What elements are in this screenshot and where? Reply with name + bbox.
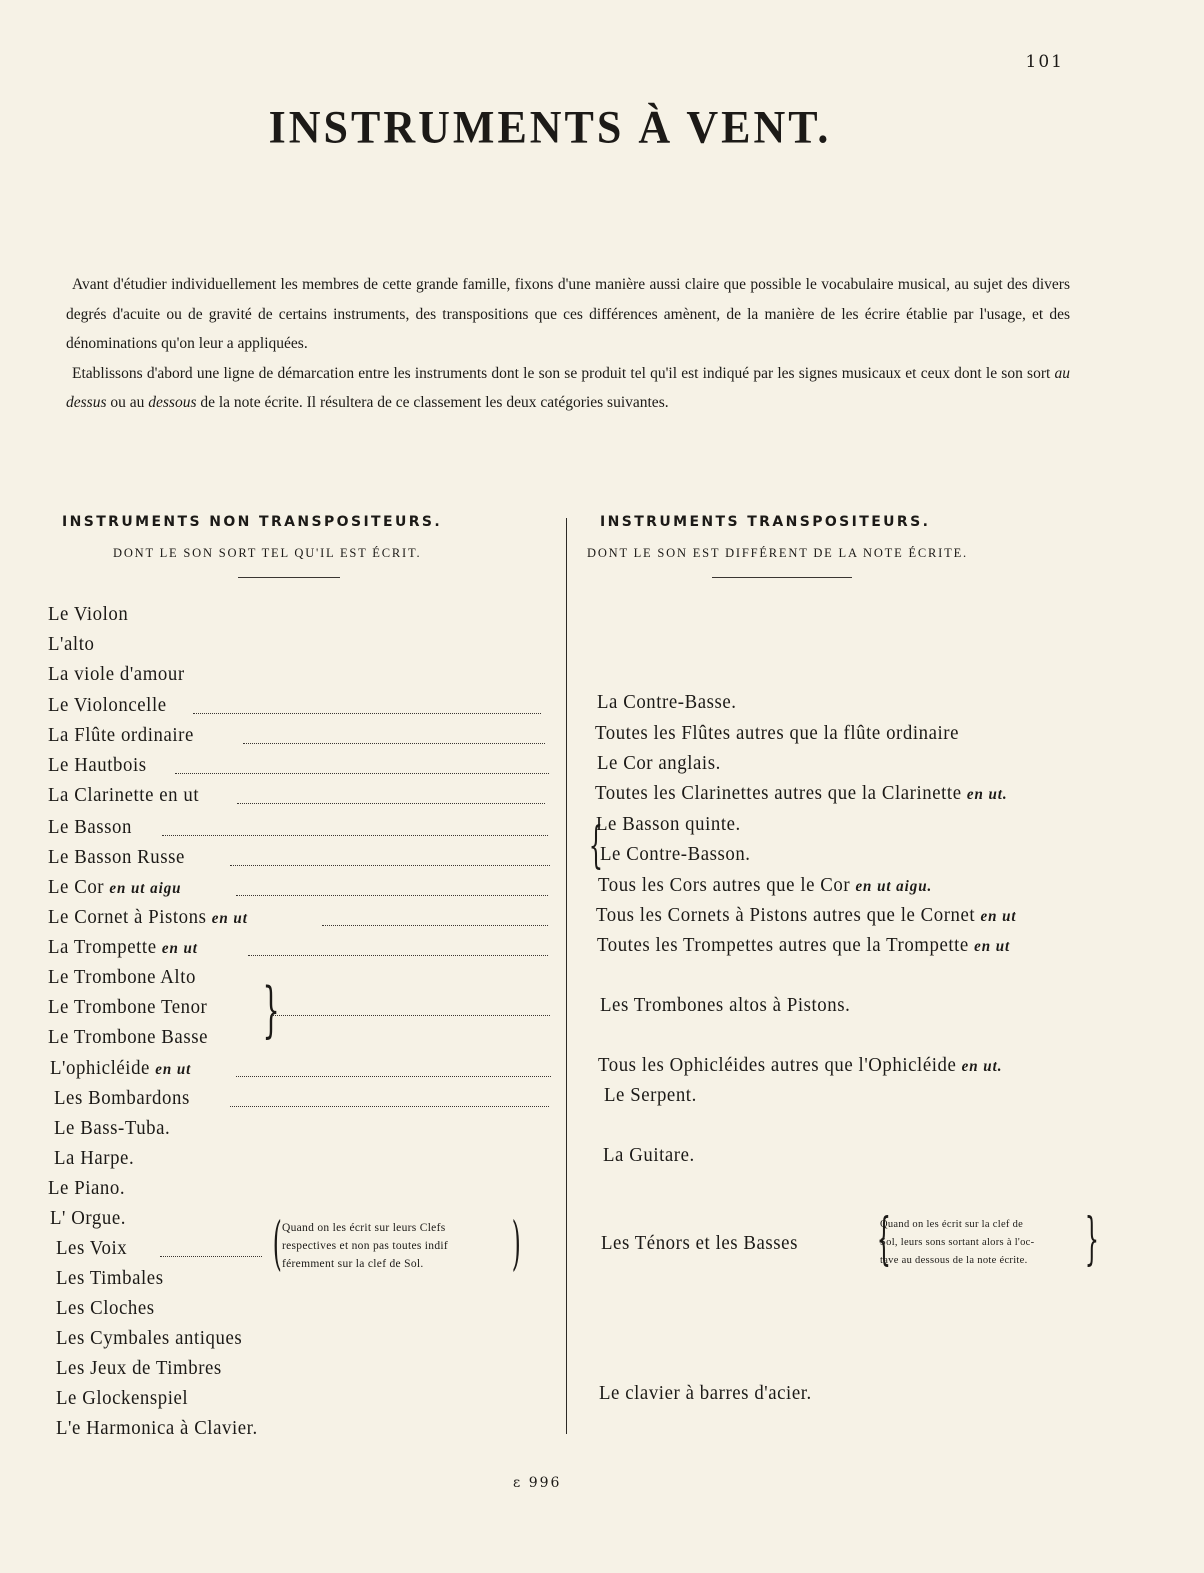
left-item-key: en ut aigu — [109, 880, 182, 897]
dotted-leader — [175, 773, 549, 774]
basses-note-line: Quand on les écrit sur la clef de — [880, 1219, 1024, 1230]
left-item — [56, 1386, 188, 1410]
left-item-name: L'e Harmonica à Clavier. — [56, 1417, 258, 1439]
basson-brace: { — [588, 816, 604, 874]
page-title: INSTRUMENTS À VENT. — [268, 101, 832, 154]
left-item-name: Les Cloches — [56, 1297, 155, 1319]
intro-paragraph-2 — [66, 359, 1070, 418]
basses-note-open-brace: { — [876, 1207, 891, 1272]
right-item-name: Les Ténors et les Basses — [601, 1232, 798, 1254]
dotted-leader — [243, 743, 545, 744]
right-item — [599, 1381, 812, 1405]
right-item — [600, 993, 850, 1017]
footer-mark: ɛ 996 — [513, 1475, 562, 1491]
dotted-leader — [236, 895, 548, 896]
left-item-name: Les Voix — [56, 1237, 128, 1259]
left-item-name: Le Trombone Alto — [48, 966, 196, 988]
left-item — [54, 1086, 190, 1110]
left-item-name: Le Violon — [48, 603, 129, 625]
left-item — [50, 1056, 191, 1082]
right-item-name: Le Basson quinte. — [596, 813, 741, 835]
left-item-name: Le Cor — [48, 876, 110, 898]
left-item — [48, 662, 185, 686]
left-item-name: Le Trombone Basse — [48, 1026, 208, 1048]
left-item — [54, 1116, 170, 1140]
left-column-subheading: DONT LE SON SORT TEL QU'IL EST ÉCRIT. — [113, 546, 422, 560]
left-item — [56, 1266, 164, 1290]
right-item — [597, 690, 737, 714]
right-item-key: en ut — [980, 908, 1017, 925]
left-item — [48, 845, 185, 869]
right-item — [595, 781, 1008, 807]
left-item — [48, 632, 94, 656]
left-item — [56, 1236, 127, 1260]
left-item — [48, 815, 132, 839]
left-heading-rule — [238, 577, 340, 578]
right-item-name: Le Contre-Basson. — [600, 843, 751, 865]
dotted-leader — [237, 803, 545, 804]
intro-paragraph-1: Avant d'étudier individuellement les membres de cette grande famille, fixons d'une manière aussi claire que possible le vocabulaire musical, au sujet des divers degrés d'acuite ou de gravité de certains instruments, des transpositions que ces différences amènent, de la manière de les écrire établie par l'usage, et des dénominations qu'on leur a appliquées. — [66, 276, 1070, 352]
right-item — [603, 1143, 695, 1167]
left-item-name: Les Bombardons — [54, 1087, 190, 1109]
left-item — [48, 693, 167, 717]
left-item-name: Le Glockenspiel — [56, 1387, 189, 1409]
left-item — [48, 905, 248, 931]
left-item — [48, 1025, 208, 1049]
dotted-leader — [193, 713, 541, 714]
right-item-name: Les Trombones altos à Pistons. — [600, 994, 851, 1016]
intro-p2-below: dessous — [148, 394, 197, 411]
left-item — [56, 1356, 222, 1380]
basses-note — [880, 1216, 1034, 1270]
right-item-name: Tous les Ophicléides autres que l'Ophicléide — [598, 1054, 962, 1076]
left-item-name: Les Jeux de Timbres — [56, 1357, 222, 1379]
left-item-name: L'ophicléide — [50, 1057, 156, 1079]
right-item-key: en ut. — [961, 1058, 1003, 1075]
left-item-key: en ut — [161, 940, 198, 957]
left-item-name: Le Cornet à Pistons — [48, 906, 212, 928]
right-item-name: Toutes les Flûtes autres que la flûte ordinaire — [595, 722, 960, 744]
voix-note-close-brace: ) — [511, 1209, 521, 1277]
left-item-name: La viole d'amour — [48, 663, 185, 685]
dotted-leader — [272, 1015, 550, 1016]
left-item — [48, 1176, 125, 1200]
left-item — [48, 965, 196, 989]
left-item-name: Le Basson Russe — [48, 846, 185, 868]
right-item-key: en ut aigu. — [855, 878, 933, 895]
voix-note — [282, 1219, 448, 1273]
left-item-name: Le Violoncelle — [48, 694, 167, 716]
left-item — [48, 783, 199, 807]
right-item — [604, 1083, 697, 1107]
voix-note-line: Quand on les écrit sur leurs Clefs — [282, 1222, 446, 1234]
left-item — [48, 602, 128, 626]
right-column-subheading: DONT LE SON EST DIFFÉRENT DE LA NOTE ÉCRITE. — [587, 546, 968, 560]
left-item-name: La Harpe. — [54, 1147, 135, 1169]
intro-text — [66, 270, 1070, 418]
right-item — [595, 721, 959, 745]
right-item — [601, 1231, 798, 1255]
right-item-key: en ut — [974, 938, 1011, 955]
left-item-key: en ut — [211, 910, 248, 927]
column-divider — [566, 518, 567, 1434]
right-item-name: Le clavier à barres d'acier. — [599, 1382, 812, 1404]
dotted-leader — [162, 835, 548, 836]
right-item-name: Le Serpent. — [604, 1084, 697, 1106]
left-item-name: Les Cymbales antiques — [56, 1327, 243, 1349]
intro-p2-above: au dessus — [66, 364, 1070, 411]
basses-note-line: Sol, leurs sons sortant alors à l'oc- — [880, 1237, 1035, 1248]
left-item-name: Le Hautbois — [48, 754, 147, 776]
voix-note-open-brace: ( — [272, 1209, 282, 1277]
left-item-name: Les Timbales — [56, 1267, 164, 1289]
intro-p2-part: Etablissons d'abord une ligne de démarcation entre les instruments dont le son se produit tel qu'il est indiqué par les signes musicaux et ceux dont le son sort — [72, 364, 1055, 382]
left-item — [54, 1146, 134, 1170]
right-heading-rule — [712, 577, 852, 578]
left-item — [56, 1296, 155, 1320]
right-item — [598, 873, 932, 899]
left-item — [48, 753, 147, 777]
left-item-name: La Flûte ordinaire — [48, 724, 194, 746]
right-item — [597, 751, 721, 775]
left-column-heading: INSTRUMENTS NON TRANSPOSITEURS. — [62, 514, 443, 530]
right-item-name: Toutes les Clarinettes autres que la Clarinette — [595, 782, 967, 804]
intro-p2-part: ou au — [106, 394, 149, 411]
left-item — [48, 995, 207, 1019]
left-item — [56, 1326, 242, 1350]
left-item-name: Le Piano. — [48, 1177, 126, 1199]
dotted-leader — [160, 1256, 262, 1257]
voix-note-line: respectives et non pas toutes indif — [282, 1240, 449, 1252]
page-number: 101 — [1025, 52, 1064, 72]
right-item-name: Toutes les Trompettes autres que la Trompette — [597, 934, 975, 956]
left-item — [50, 1206, 126, 1230]
right-item-name: Tous les Cors autres que le Cor — [598, 874, 856, 896]
left-item-name: Le Trombone Tenor — [48, 996, 208, 1018]
left-item-name: Le Basson — [48, 816, 132, 838]
dotted-leader — [248, 955, 548, 956]
right-item — [600, 842, 751, 866]
right-item — [597, 933, 1010, 959]
dotted-leader — [230, 1106, 549, 1107]
right-item-name: Tous les Cornets à Pistons autres que le Cornet — [596, 904, 981, 926]
right-item — [596, 903, 1017, 929]
left-item-name: Le Bass-Tuba. — [54, 1117, 171, 1139]
trombone-brace: } — [262, 975, 280, 1045]
right-item-key: en ut. — [966, 786, 1008, 803]
dotted-leader — [236, 1076, 551, 1077]
dotted-leader — [230, 865, 550, 866]
basses-note-close-brace: } — [1084, 1207, 1099, 1272]
right-item-name: Le Cor anglais. — [597, 752, 721, 774]
left-item-name: La Clarinette en ut — [48, 784, 200, 806]
right-item-name: La Guitare. — [603, 1144, 695, 1166]
right-item — [596, 812, 741, 836]
intro-p2-part: de la note écrite. Il résultera de ce classement les deux catégories suivantes. — [196, 394, 669, 411]
voix-note-line: féremment sur la clef de Sol. — [282, 1258, 424, 1270]
left-item — [56, 1416, 258, 1440]
right-item-name: La Contre-Basse. — [597, 691, 737, 713]
left-item-name: L'alto — [48, 633, 95, 655]
left-item — [48, 935, 198, 961]
left-item — [48, 723, 194, 747]
left-item-key: en ut — [155, 1061, 192, 1078]
left-item-name: La Trompette — [48, 936, 162, 958]
right-column-heading: INSTRUMENTS TRANSPOSITEURS. — [600, 514, 931, 530]
basses-note-line: tave au dessous de la note écrite. — [880, 1255, 1028, 1266]
right-item — [598, 1053, 1002, 1079]
left-item-name: L' Orgue. — [50, 1207, 126, 1229]
left-item — [48, 875, 181, 901]
dotted-leader — [322, 925, 548, 926]
